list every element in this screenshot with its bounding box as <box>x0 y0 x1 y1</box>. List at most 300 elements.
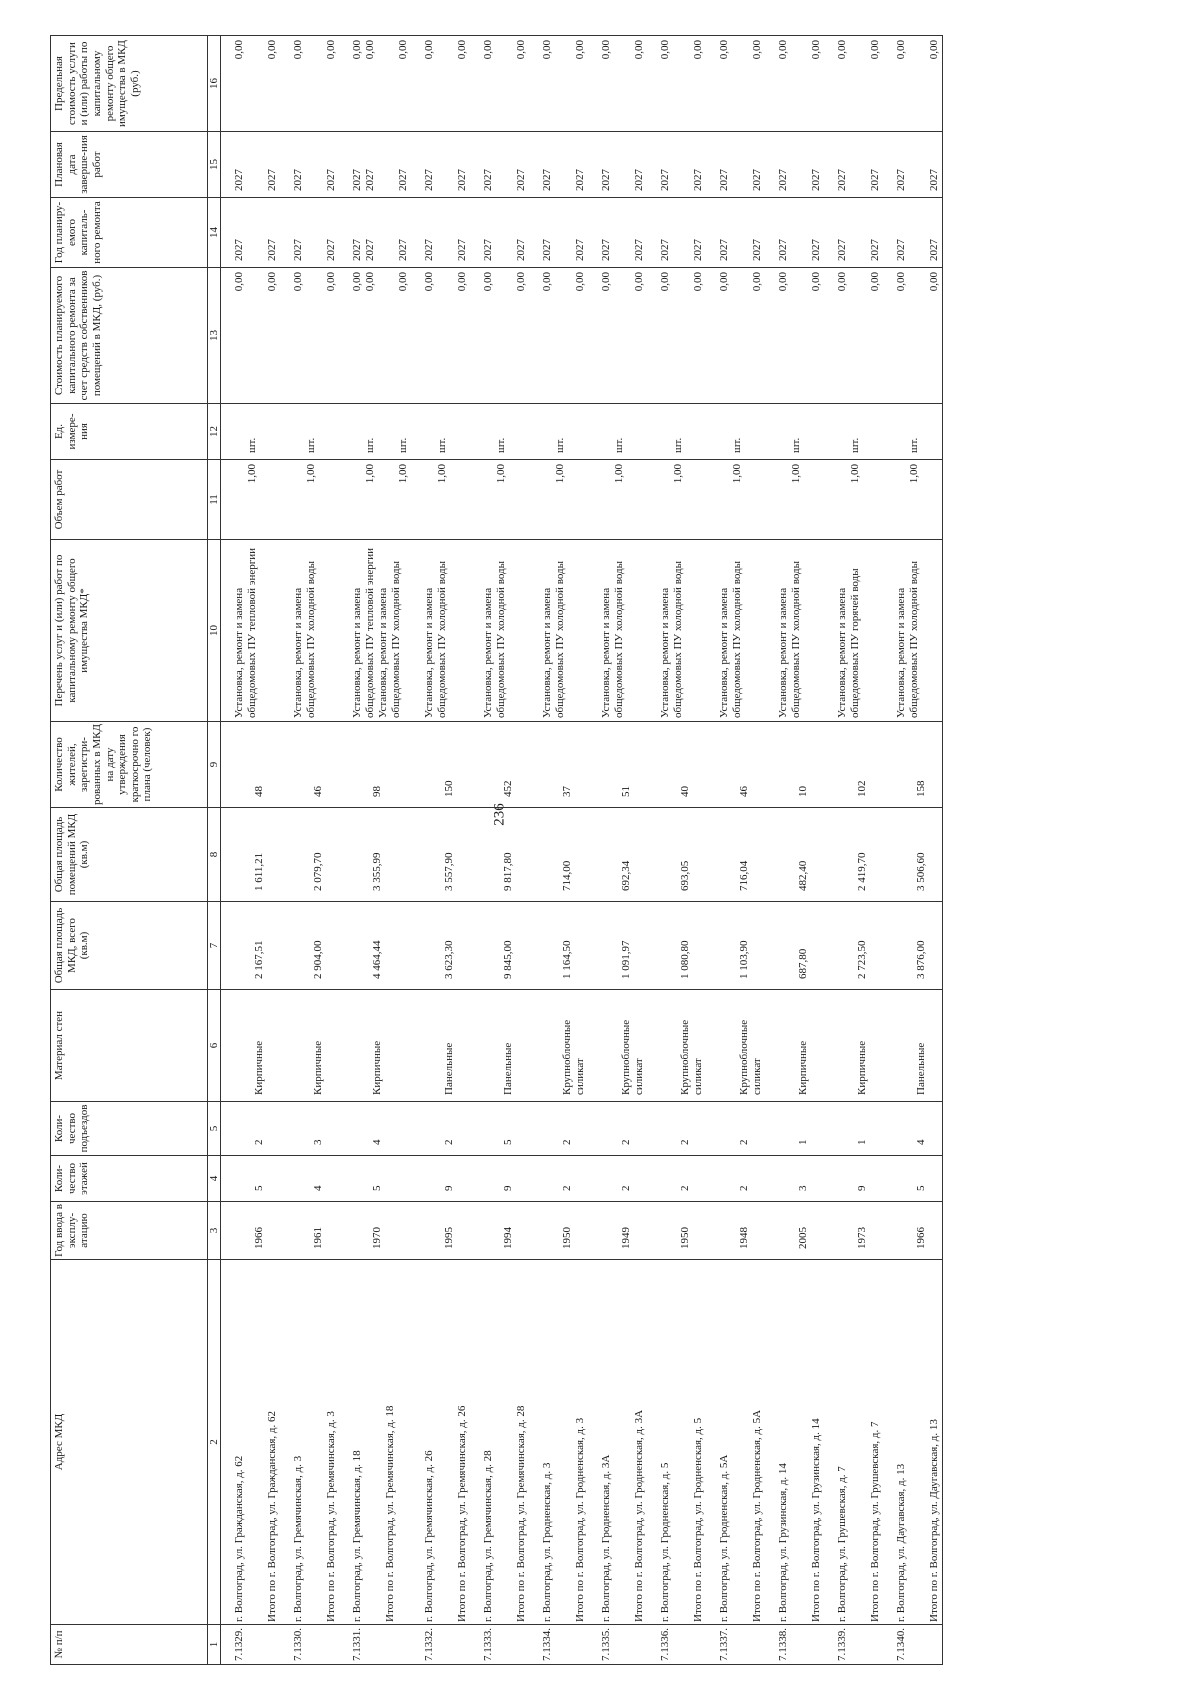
address: г. Волгоград, ул. Гремячинская, д. 18 <box>351 1450 363 1622</box>
header-col-11: Объем работ <box>51 460 208 540</box>
entrances: 2 <box>738 1139 750 1145</box>
total-finish: 2027 <box>751 169 763 191</box>
work-cost: 0,00 <box>600 272 612 292</box>
work-year: 2027 <box>895 239 907 261</box>
total-finish: 2027 <box>928 169 940 191</box>
column-number-16: 16 <box>208 36 221 132</box>
work-limit: 0,00 <box>482 40 494 60</box>
work-name: Установка, ремонт и замена общедомовых ПУ тепловой энергии <box>233 547 258 718</box>
cell-col-13 <box>824 268 883 404</box>
column-number-7: 7 <box>208 902 221 990</box>
row-number: 7.1333. <box>482 1628 494 1661</box>
work-year: 2027 <box>541 239 553 261</box>
work-year: 2027 <box>423 239 435 261</box>
row-number: 7.1329. <box>233 1628 245 1661</box>
total-area: 9 845,00 <box>502 940 514 979</box>
cell-col-11 <box>706 460 765 540</box>
total-label: Итого по г. Волгоград, ул. Гремячинская, д. 28 <box>515 1405 527 1622</box>
cell-col-14 <box>411 198 470 268</box>
work-volume: 1,00 <box>397 464 409 484</box>
cell-col-8 <box>647 808 706 902</box>
table-row <box>588 36 647 1665</box>
cell-col-6 <box>765 990 824 1102</box>
cell-col-13 <box>647 268 706 404</box>
cell-col-13 <box>411 268 470 404</box>
total-limit: 0,00 <box>456 40 468 60</box>
work-name: Установка, ремонт и замена общедомовых ПУ холодной воды <box>377 561 402 718</box>
column-number-2: 2 <box>208 1260 221 1625</box>
residents: 46 <box>312 786 324 797</box>
work-unit: шт. <box>364 437 376 453</box>
work-finish: 2027 <box>600 169 612 191</box>
work-name: Установка, ремонт и замена общедомовых ПУ холодной воды <box>423 561 448 718</box>
cell-col-11 <box>529 460 588 540</box>
header-col-7: Общая площадь МКД, всего (кв.м) <box>51 902 208 990</box>
cell-col-10 <box>411 540 470 722</box>
total-finish: 2027 <box>810 169 822 191</box>
work-volume: 1,00 <box>495 464 507 484</box>
total-finish: 2027 <box>397 169 409 191</box>
wall-material: Кирпичные <box>797 1040 809 1095</box>
work-cost: 0,00 <box>233 272 245 292</box>
year-built: 1973 <box>856 1227 868 1249</box>
cell-col-5 <box>824 1102 883 1156</box>
cell-col-1 <box>883 1625 943 1665</box>
total-limit: 0,00 <box>574 40 586 60</box>
cell-col-2 <box>470 1260 529 1625</box>
cell-col-4 <box>411 1156 470 1202</box>
work-volume: 1,00 <box>613 464 625 484</box>
work-name: Установка, ремонт и замена общедомовых ПУ горячей воды <box>836 568 861 718</box>
cell-col-8 <box>883 808 943 902</box>
address: г. Волгоград, ул. Грузинская, д. 14 <box>777 1463 789 1622</box>
address: г. Волгоград, ул. Гремячинская, д. 26 <box>423 1450 435 1622</box>
cell-col-15 <box>647 132 706 198</box>
total-label: Итого по г. Волгоград, ул. Гражданская, д. 62 <box>266 1410 278 1622</box>
cell-col-10 <box>824 540 883 722</box>
total-finish: 2027 <box>515 169 527 191</box>
work-year: 2027 <box>659 239 671 261</box>
table-row <box>883 36 943 1665</box>
cell-col-16 <box>824 36 883 132</box>
premises-area: 714,00 <box>561 860 573 891</box>
cell-col-10 <box>588 540 647 722</box>
work-cost: 0,00 <box>895 272 907 292</box>
table-row <box>470 36 529 1665</box>
cell-col-10 <box>765 540 824 722</box>
total-cost: 0,00 <box>633 272 645 292</box>
cell-col-3 <box>588 1202 647 1260</box>
cell-col-3 <box>765 1202 824 1260</box>
cell-col-8 <box>824 808 883 902</box>
total-limit: 0,00 <box>397 40 409 60</box>
work-name: Установка, ремонт и замена общедомовых ПУ холодной воды <box>777 561 802 718</box>
total-year: 2027 <box>692 239 704 261</box>
cell-col-11 <box>765 460 824 540</box>
work-year: 2027 <box>364 239 376 261</box>
work-unit: шт. <box>908 437 920 453</box>
column-number-13: 13 <box>208 268 221 404</box>
cell-col-15 <box>529 132 588 198</box>
work-limit: 0,00 <box>600 40 612 60</box>
cell-col-10 <box>706 540 765 722</box>
cell-col-9 <box>529 722 588 808</box>
cell-col-14 <box>280 198 339 268</box>
total-cost: 0,00 <box>751 272 763 292</box>
work-limit: 0,00 <box>836 40 848 60</box>
work-year: 2027 <box>482 239 494 261</box>
cell-col-2 <box>765 1260 824 1625</box>
header-row <box>51 36 208 1665</box>
total-label: Итого по г. Волгоград, ул. Гродненская, д. 3 <box>574 1417 586 1622</box>
cell-col-8 <box>280 808 339 902</box>
cell-col-3 <box>280 1202 339 1260</box>
cell-col-13 <box>221 268 281 404</box>
work-limit: 0,00 <box>423 40 435 60</box>
cell-col-1 <box>280 1625 339 1665</box>
cell-col-15 <box>824 132 883 198</box>
total-label: Итого по г. Волгоград, ул. Гремячинская, д. 3 <box>325 1411 337 1622</box>
header-col-16: Предельная стоимость услуги и (или) работы по капитальному ремонту общего имущества в МКД (руб.) <box>51 36 208 132</box>
table-row <box>706 36 765 1665</box>
cell-col-12 <box>529 404 588 460</box>
year-built: 1949 <box>620 1227 632 1249</box>
row-number: 7.1335. <box>600 1628 612 1661</box>
work-limit: 0,00 <box>895 40 907 60</box>
entrances: 2 <box>443 1139 455 1145</box>
cell-col-5 <box>221 1102 281 1156</box>
residents: 40 <box>679 786 691 797</box>
address: г. Волгоград, ул. Гродненская, д. 5 <box>659 1462 671 1622</box>
cell-col-9 <box>221 722 281 808</box>
cell-col-16 <box>280 36 339 132</box>
work-cost: 0,00 <box>482 272 494 292</box>
total-limit: 0,00 <box>751 40 763 60</box>
total-limit: 0,00 <box>515 40 527 60</box>
cell-col-9 <box>280 722 339 808</box>
cell-col-13 <box>706 268 765 404</box>
cell-col-3 <box>221 1202 281 1260</box>
cell-col-4 <box>339 1156 411 1202</box>
floors: 2 <box>620 1185 632 1191</box>
address: г. Волгоград, ул. Даугавская, д. 13 <box>895 1463 907 1622</box>
cell-col-9 <box>824 722 883 808</box>
year-built: 1961 <box>312 1227 324 1249</box>
column-number-10: 10 <box>208 540 221 722</box>
premises-area: 482,40 <box>797 860 809 891</box>
column-number-14: 14 <box>208 198 221 268</box>
total-limit: 0,00 <box>692 40 704 60</box>
total-year: 2027 <box>515 239 527 261</box>
cell-col-16 <box>529 36 588 132</box>
cell-col-10 <box>529 540 588 722</box>
work-volume: 1,00 <box>246 464 258 484</box>
total-year: 2027 <box>266 239 278 261</box>
total-finish: 2027 <box>633 169 645 191</box>
header-col-2: Адрес МКД <box>51 1260 208 1625</box>
address: г. Волгоград, ул. Гродненская, д. 3А <box>600 1454 612 1622</box>
work-cost: 0,00 <box>718 272 730 292</box>
total-area: 1 080,80 <box>679 940 691 979</box>
total-year: 2027 <box>456 239 468 261</box>
rotated-page <box>50 35 1150 1665</box>
total-year: 2027 <box>633 239 645 261</box>
cell-col-4 <box>765 1156 824 1202</box>
floors: 4 <box>312 1185 324 1191</box>
cell-col-16 <box>647 36 706 132</box>
entrances: 1 <box>856 1139 868 1145</box>
work-finish: 2027 <box>718 169 730 191</box>
work-name: Установка, ремонт и замена общедомовых ПУ холодной воды <box>718 561 743 718</box>
total-label: Итого по г. Волгоград, ул. Гродненская, д. 3А <box>633 1409 645 1622</box>
total-finish: 2027 <box>325 169 337 191</box>
cell-col-13 <box>765 268 824 404</box>
cell-col-2 <box>824 1260 883 1625</box>
total-label: Итого по г. Волгоград, ул. Гродненская, д. 5 <box>692 1417 704 1622</box>
work-name: Установка, ремонт и замена общедомовых ПУ холодной воды <box>659 561 684 718</box>
cell-col-3 <box>529 1202 588 1260</box>
cell-col-4 <box>706 1156 765 1202</box>
total-area: 3 623,30 <box>443 940 455 979</box>
work-cost: 0,00 <box>364 272 376 292</box>
year-built: 1966 <box>253 1227 265 1249</box>
row-number: 7.1336. <box>659 1628 671 1661</box>
cell-col-9 <box>706 722 765 808</box>
work-volume: 1,00 <box>790 464 802 484</box>
row-number: 7.1332. <box>423 1628 435 1661</box>
cell-col-3 <box>883 1202 943 1260</box>
cell-col-1 <box>706 1625 765 1665</box>
total-year: 2027 <box>869 239 881 261</box>
floors: 2 <box>561 1185 573 1191</box>
cell-col-4 <box>280 1156 339 1202</box>
work-cost: 0,00 <box>836 272 848 292</box>
residents: 452 <box>502 780 514 797</box>
wall-material: Кирпичные <box>312 1040 324 1095</box>
entrances: 1 <box>797 1139 809 1145</box>
work-cost: 0,00 <box>777 272 789 292</box>
work-limit: 0,00 <box>777 40 789 60</box>
total-cost: 0,00 <box>456 272 468 292</box>
total-label: Итого по г. Волгоград, ул. Грузинская, д. 14 <box>810 1418 822 1622</box>
total-year: 2027 <box>810 239 822 261</box>
wall-material: Панельные <box>443 1042 455 1095</box>
premises-area: 3 355,99 <box>371 852 383 891</box>
cell-col-12 <box>588 404 647 460</box>
cell-col-16 <box>588 36 647 132</box>
cell-col-7 <box>529 902 588 990</box>
cell-col-2 <box>221 1260 281 1625</box>
cell-col-4 <box>529 1156 588 1202</box>
total-cost: 0,00 <box>692 272 704 292</box>
premises-area: 9 817,80 <box>502 852 514 891</box>
column-number-1: 1 <box>208 1625 221 1665</box>
cell-col-6 <box>470 990 529 1102</box>
cell-col-5 <box>339 1102 411 1156</box>
entrances: 2 <box>253 1139 265 1145</box>
cell-col-6 <box>706 990 765 1102</box>
work-name: Установка, ремонт и замена общедомовых ПУ холодной воды <box>482 561 507 718</box>
cell-col-2 <box>588 1260 647 1625</box>
cell-col-7 <box>647 902 706 990</box>
entrances: 4 <box>371 1139 383 1145</box>
cell-col-9 <box>647 722 706 808</box>
wall-material: Крупноблочные силикат <box>561 1019 586 1095</box>
table-row <box>339 36 411 1665</box>
entrances: 3 <box>312 1139 324 1145</box>
cell-col-16 <box>221 36 281 132</box>
cell-col-1 <box>588 1625 647 1665</box>
row-number: 7.1339. <box>836 1628 848 1661</box>
floors: 5 <box>371 1185 383 1191</box>
residents: 37 <box>561 786 573 797</box>
cell-col-11 <box>470 460 529 540</box>
cell-col-6 <box>221 990 281 1102</box>
premises-area: 3 506,60 <box>915 852 927 891</box>
year-built: 2005 <box>797 1227 809 1249</box>
year-built: 1994 <box>502 1227 514 1249</box>
work-year: 2027 <box>718 239 730 261</box>
cell-col-6 <box>529 990 588 1102</box>
cell-col-8 <box>765 808 824 902</box>
cell-col-4 <box>221 1156 281 1202</box>
cell-col-8 <box>411 808 470 902</box>
cell-col-11 <box>824 460 883 540</box>
cell-col-7 <box>588 902 647 990</box>
column-number-15: 15 <box>208 132 221 198</box>
cell-col-14 <box>883 198 943 268</box>
total-area: 687,80 <box>797 948 809 979</box>
cell-col-7 <box>883 902 943 990</box>
year-built: 1966 <box>915 1227 927 1249</box>
residents: 10 <box>797 786 809 797</box>
cell-col-12 <box>883 404 943 460</box>
cell-col-12 <box>824 404 883 460</box>
cell-col-8 <box>706 808 765 902</box>
cell-col-15 <box>883 132 943 198</box>
cell-col-9 <box>883 722 943 808</box>
cell-col-5 <box>529 1102 588 1156</box>
header-col-10: Перечень услуг и (или) работ по капитальному ремонту общего имущества МКД* <box>51 540 208 722</box>
premises-area: 692,34 <box>620 860 632 891</box>
work-finish: 2027 <box>895 169 907 191</box>
address: г. Волгоград, ул. Гремячинская, д. 3 <box>292 1455 304 1622</box>
work-unit: шт. <box>246 437 258 453</box>
cell-col-9 <box>339 722 411 808</box>
total-year: 2027 <box>574 239 586 261</box>
work-finish: 2027 <box>351 169 363 191</box>
cell-col-9 <box>411 722 470 808</box>
work-volume: 1,00 <box>364 464 376 484</box>
table-body <box>221 36 943 1665</box>
floors: 5 <box>253 1185 265 1191</box>
cell-col-11 <box>883 460 943 540</box>
cell-col-11 <box>588 460 647 540</box>
cell-col-13 <box>339 268 411 404</box>
cell-col-11 <box>280 460 339 540</box>
cell-col-1 <box>411 1625 470 1665</box>
column-number-4: 4 <box>208 1156 221 1202</box>
work-volume: 1,00 <box>554 464 566 484</box>
total-limit: 0,00 <box>810 40 822 60</box>
work-finish: 2027 <box>482 169 494 191</box>
cell-col-9 <box>470 722 529 808</box>
work-unit: шт. <box>495 437 507 453</box>
total-cost: 0,00 <box>397 272 409 292</box>
total-label: Итого по г. Волгоград, ул. Даугавская, д. 13 <box>928 1419 940 1622</box>
total-area: 4 464,44 <box>371 940 383 979</box>
cell-col-6 <box>647 990 706 1102</box>
table-row <box>647 36 706 1665</box>
table-row <box>765 36 824 1665</box>
column-number-6: 6 <box>208 990 221 1102</box>
cell-col-7 <box>411 902 470 990</box>
work-unit: шт. <box>613 437 625 453</box>
cell-col-7 <box>221 902 281 990</box>
cell-col-15 <box>411 132 470 198</box>
cell-col-3 <box>706 1202 765 1260</box>
work-unit: шт. <box>436 437 448 453</box>
work-finish: 2027 <box>659 169 671 191</box>
work-volume: 1,00 <box>305 464 317 484</box>
cell-col-12 <box>280 404 339 460</box>
cell-col-14 <box>647 198 706 268</box>
total-label: Итого по г. Волгоград, ул. Гродненская, д. 5А <box>751 1409 763 1622</box>
total-finish: 2027 <box>869 169 881 191</box>
total-limit: 0,00 <box>325 40 337 60</box>
cell-col-1 <box>529 1625 588 1665</box>
premises-area: 3 557,90 <box>443 852 455 891</box>
work-cost: 0,00 <box>659 272 671 292</box>
cell-col-16 <box>411 36 470 132</box>
floors: 9 <box>502 1185 514 1191</box>
total-finish: 2027 <box>456 169 468 191</box>
work-name: Установка, ремонт и замена общедомовых ПУ холодной воды <box>895 561 920 718</box>
year-built: 1950 <box>561 1227 573 1249</box>
cell-col-10 <box>280 540 339 722</box>
total-label: Итого по г. Волгоград, ул. Гремячинская, д. 26 <box>456 1405 468 1622</box>
work-volume: 1,00 <box>849 464 861 484</box>
cell-col-10 <box>647 540 706 722</box>
header-col-5: Коли-чество подъездов <box>51 1102 208 1156</box>
work-finish: 2027 <box>292 169 304 191</box>
cell-col-10 <box>883 540 943 722</box>
work-name: Установка, ремонт и замена общедомовых ПУ тепловой энергии <box>351 547 376 718</box>
work-year: 2027 <box>351 239 363 261</box>
cell-col-9 <box>765 722 824 808</box>
cell-col-7 <box>470 902 529 990</box>
cell-col-5 <box>647 1102 706 1156</box>
table-row <box>221 36 281 1665</box>
work-finish: 2027 <box>233 169 245 191</box>
residents: 48 <box>253 786 265 797</box>
cell-col-8 <box>221 808 281 902</box>
cell-col-2 <box>706 1260 765 1625</box>
total-label: Итого по г. Волгоград, ул. Грушевская, д. 7 <box>869 1421 881 1622</box>
year-built: 1995 <box>443 1227 455 1249</box>
cell-col-13 <box>588 268 647 404</box>
cell-col-10 <box>221 540 281 722</box>
cell-col-5 <box>588 1102 647 1156</box>
cell-col-15 <box>765 132 824 198</box>
total-finish: 2027 <box>266 169 278 191</box>
cell-col-15 <box>339 132 411 198</box>
cell-col-14 <box>588 198 647 268</box>
cell-col-11 <box>647 460 706 540</box>
entrances: 2 <box>620 1139 632 1145</box>
cell-col-13 <box>529 268 588 404</box>
work-volume: 1,00 <box>908 464 920 484</box>
